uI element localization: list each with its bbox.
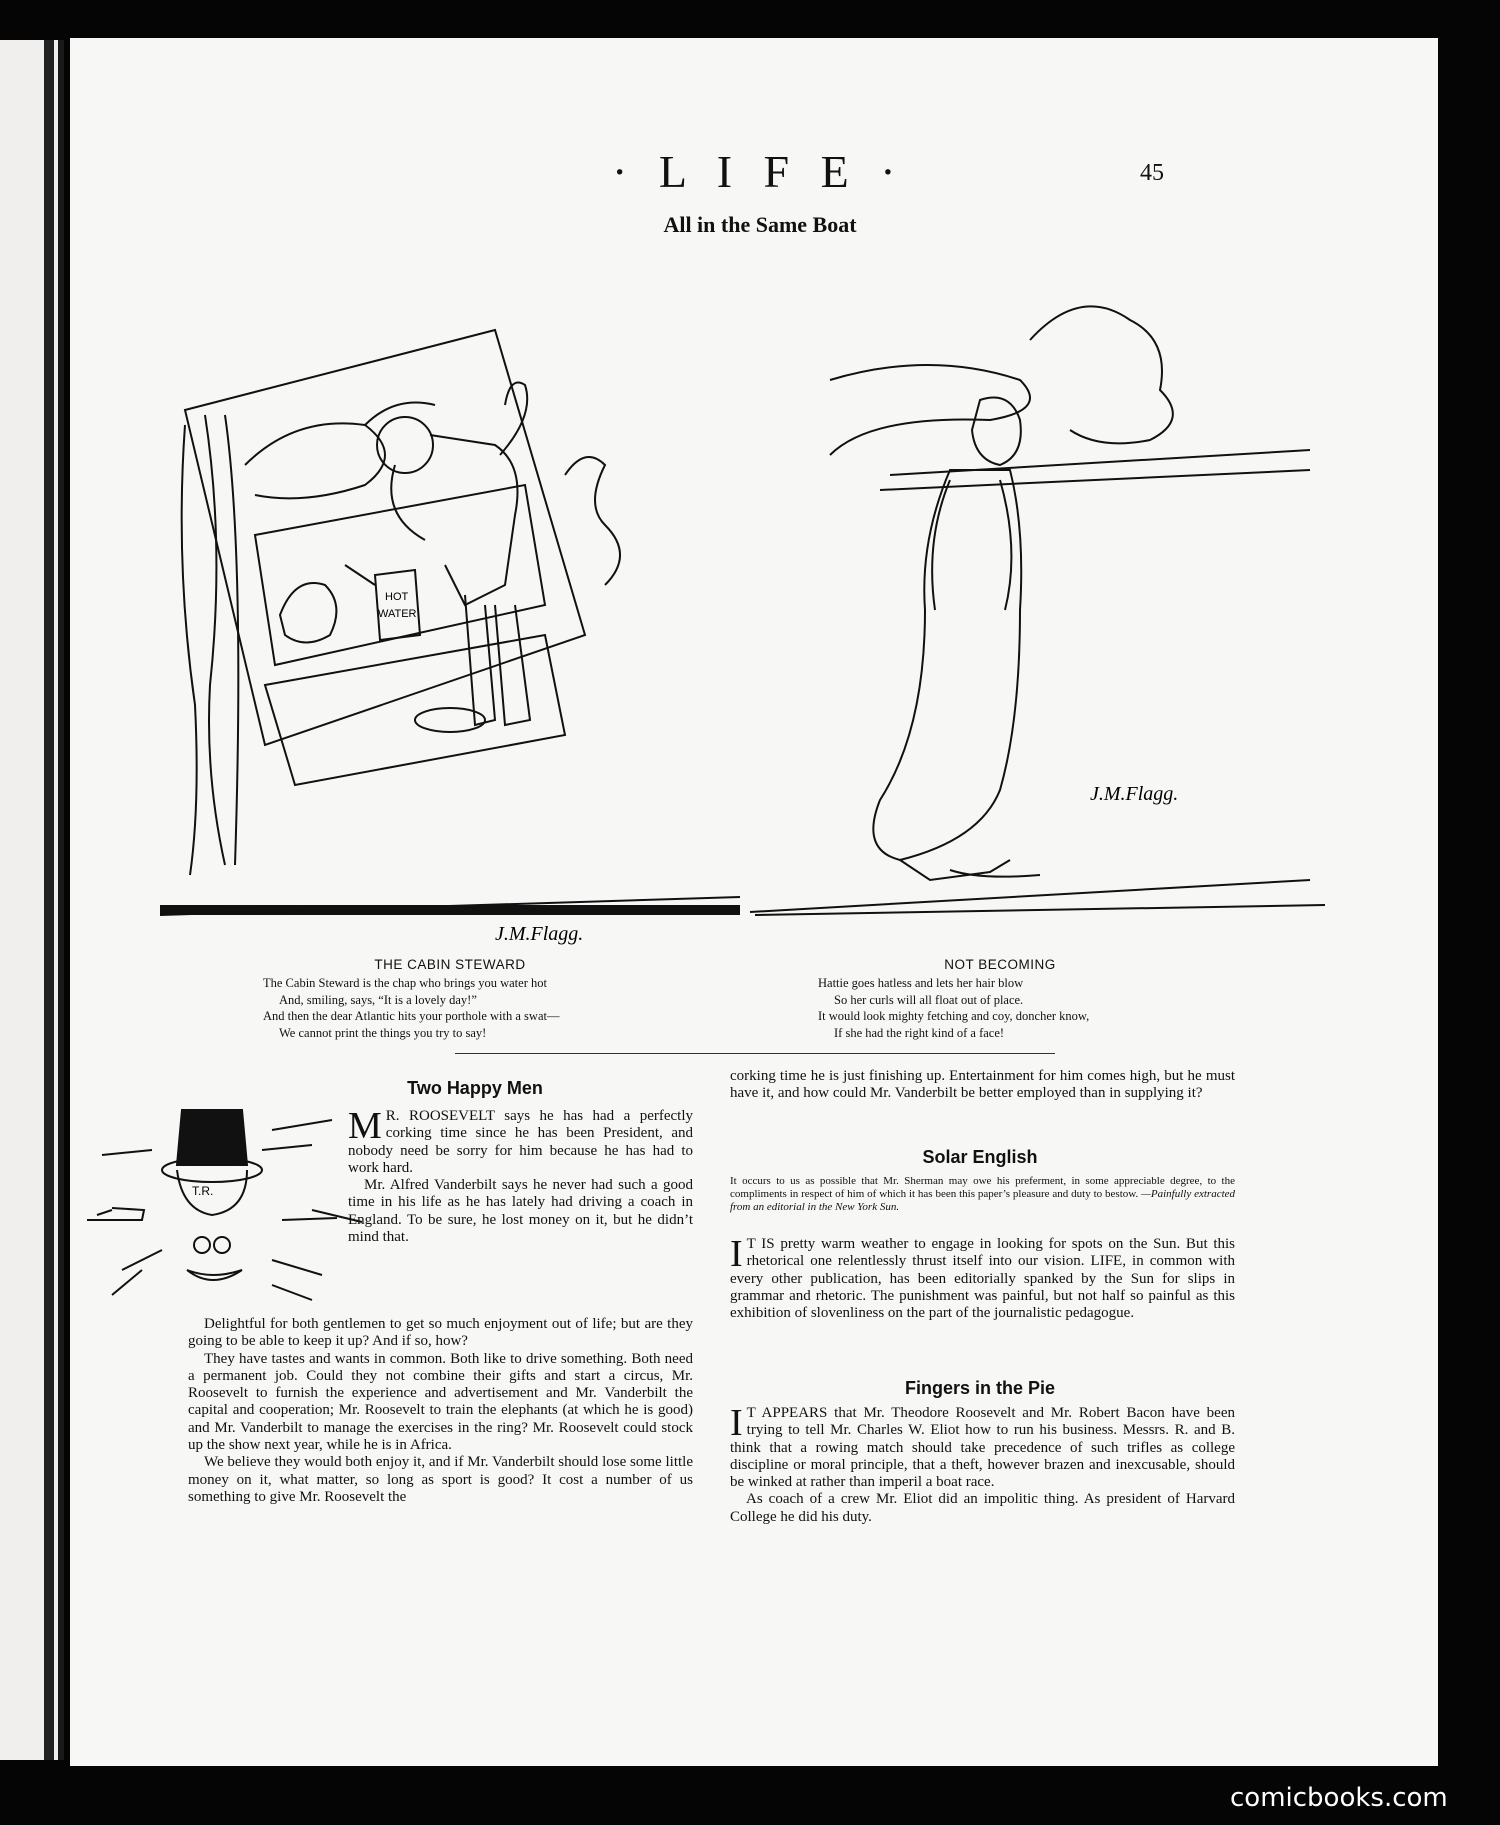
epigraph-text: It occurs to us as possible that Mr. Sherman may owe his preferment, in some appreciable degree, to the compliments in respect of him of which it has been this paper’s pleasure and duty to bestow. [730, 1175, 1235, 1200]
verse-line: So her curls will all float out of place. [834, 992, 1024, 1007]
not-becoming-illustration [750, 280, 1330, 925]
adjacent-page-edge [0, 40, 64, 1760]
paragraph: T IS pretty warm weather to engage in looking for spots on the Sun. But this rhetorical one relentlessly thrust itself into our vision. LIFE, in common with every other publication, has been editorially spanked by the Sun for slips in grammar and rhetoric. The punishment was painful, but not half so painful as this exhibition of slovenliness on the part of the journalistic pedagogue. [730, 1236, 1235, 1322]
caption-title-not-becoming: NOT BECOMING [944, 957, 1056, 972]
binding-gutter [44, 40, 54, 1760]
verse-line: And then the dear Atlantic hits your porthole with a swat— [263, 1009, 560, 1023]
page-number: 45 [1140, 160, 1164, 186]
paragraph: As coach of a crew Mr. Eliot did an impolitic thing. As president of Harvard College he did his duty. [730, 1491, 1235, 1525]
article-two-happy-men-body [188, 1316, 693, 1506]
article-title-fingers-in-the-pie: Fingers in the Pie [904, 1378, 1056, 1398]
artist-signature: J.M.Flagg. [495, 923, 584, 945]
article-fingers-in-the-pie-body [730, 1402, 1235, 1526]
paragraph: corking time he is just finishing up. Entertainment for him comes high, but he must have it, and how could Mr. Vanderbilt be better employed than in supplying it? [730, 1068, 1235, 1102]
verse-line: And, smiling, says, “It is a lovely day!” [279, 992, 477, 1007]
article-solar-english-body [730, 1233, 1235, 1322]
page-title: All in the Same Boat [663, 212, 857, 237]
artist-signature: J.M.Flagg. [1090, 783, 1179, 805]
paragraph: We believe they would both enjoy it, and if Mr. Vanderbilt should lose some little money on it, what matter, so long as sport is good? It cost a number of us something to give Mr. Roosevelt the [188, 1454, 693, 1505]
article-title-solar-english: Solar English [922, 1147, 1038, 1167]
verse-line: If she had the right kind of a face! [834, 1025, 1005, 1040]
epigraph-source: —Painfully extracted from an editorial in the New York Sun. [730, 1188, 1236, 1213]
paragraph: Mr. Alfred Vanderbilt says he never had such a good time in his life as he has lately had driving a coach in England. To be sure, he lost money on it, but he didn’t mind that. [348, 1177, 693, 1246]
verse-not-becoming [818, 975, 1178, 1041]
verse-line: We cannot print the things you try to say! [279, 1025, 487, 1040]
paragraph: T APPEARS that Mr. Theodore Roosevelt and Mr. Robert Bacon have been trying to tell Mr. Charles W. Eliot how to run his business. Messrs. R. and B. think that a rowing match should take precedence of such trifles as college discipline or moral principle, that a theft, however brazen and inexcusable, should be winked at rather than imperil a boat race. [730, 1405, 1235, 1491]
site-watermark: comicbooks.com [1230, 1783, 1448, 1813]
can-label-hot: HOT [385, 591, 409, 603]
drop-cap: M [348, 1105, 382, 1147]
epigraph [730, 1175, 1235, 1214]
masthead: · L I F E · [612, 146, 906, 197]
verse-line: Hattie goes hatless and lets her hair blow [818, 976, 1024, 990]
drop-cap: I [730, 1233, 743, 1275]
verse-line: The Cabin Steward is the chap who brings you water hot [263, 976, 547, 990]
paragraph: They have tastes and wants in common. Both like to drive something. Both need a permanent job. Could they not combine their gifts and start a circus, Mr. Roosevelt to furnish the experience and advertisement and Mr. Vanderbilt the capital and cooperation; Mr. Roosevelt to train the elephants (at which he is good) and Mr. Vanderbilt to manage the exercises in the ring? Mr. Roosevelt could stock up the show next year, while he is in Africa. [188, 1350, 693, 1454]
article-two-happy-men-continued [730, 1068, 1235, 1103]
verse-cabin-steward [263, 975, 643, 1041]
verse-line: It would look mighty fetching and coy, doncher know, [818, 1009, 1090, 1023]
caption-title-cabin-steward: THE CABIN STEWARD [374, 957, 526, 972]
can-label-water: WATER [378, 608, 417, 620]
section-divider [455, 1053, 1055, 1054]
hat-label: T.R. [192, 1184, 214, 1198]
cabin-steward-illustration [165, 305, 745, 945]
paragraph: Delightful for both gentlemen to get so much enjoyment out of life; but are they going to be able to keep it up? And if so, how? [188, 1316, 693, 1350]
paragraph: R. ROOSEVELT says he has had a perfectly corking time since he has been President, and nobody need be sorry for him because he has had to work hard. [348, 1108, 693, 1176]
article-title-two-happy-men: Two Happy Men [407, 1078, 543, 1098]
article-two-happy-men-intro [348, 1105, 693, 1246]
drop-cap: I [730, 1402, 743, 1444]
